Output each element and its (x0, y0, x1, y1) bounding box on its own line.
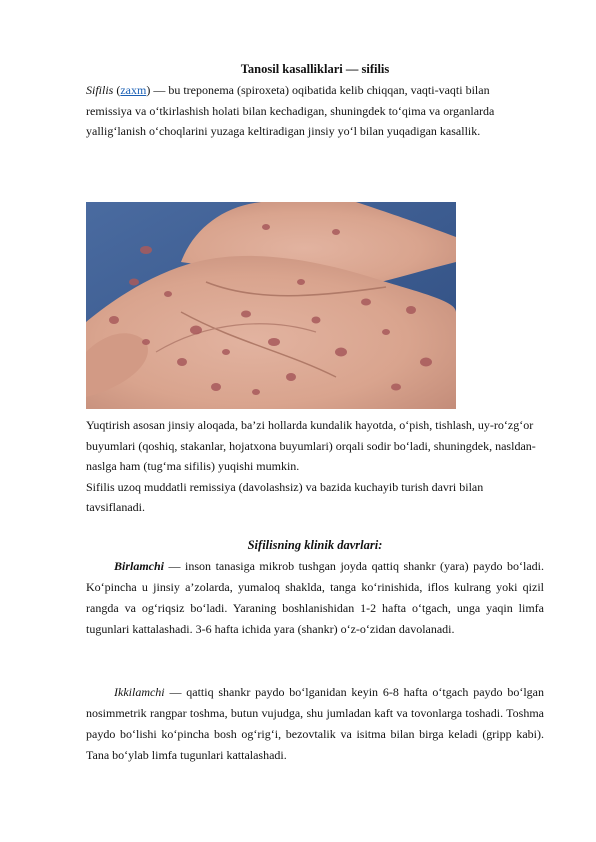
intro-text: ) — bu treponema (spiroxeta) oqibatida kelib chiqqan, vaqti-vaqti bilan remissiya va o‘tkirlashish holati bilan kechadigan, shuningdek to‘qima va organlarda yallig‘lanish o‘choqlarini yuzaga keltiradigan jinsiy yo‘l bilan yuqadigan kasallik. (86, 83, 495, 138)
intro-paragraph (86, 80, 526, 142)
palm-photo-illustration (86, 202, 456, 409)
intro-paren: ( (113, 83, 121, 97)
primary-stage-lead: Birlamchi (114, 559, 165, 573)
intro-term: Sifilis (86, 83, 114, 97)
primary-stage-paragraph (86, 556, 544, 640)
secondary-stage-text: — qattiq shankr paydo bo‘lganidan keyin 6-8 hafta o‘tgach paydo bo‘lgan nosimmetrik rangpar toshma, butun vujudga, shu jumladan kaft va tovonlarga toshadi. Toshma paydo bo‘lishi ko‘pincha bosh og‘rig‘i, bezovtalik va isitma bilan birga keladi (gripp kabi). Tana bo‘ylab limfa tugunlari kattalashadi. (86, 685, 544, 762)
transmission-text: Yuqtirish asosan jinsiy aloqada, ba’zi hollarda kundalik hayotda, o‘pish, tishlash, uy-ro‘zg‘or buyumlari (qoshiq, stakanlar, hojatxona buyumlari) orqali sodir bo‘ladi, shuningdek, nasldan-naslga ham (tug‘ma sifilis) yuqishi mumkin. (86, 418, 536, 473)
stages-heading: Sifilisning klinik davrlari: (247, 538, 383, 552)
primary-stage-text: — inson tanasiga mikrob tushgan joyda qattiq shankr (yara) paydo bo‘ladi. Ko‘pincha u jinsiy a’zolarda, yumaloq shaklda, tanga ko‘rinishida, iflos kulrang yoki qizil rangda va og‘riqsiz bo‘ladi. Yaraning boshlanishidan 1-2 hafta o‘tgach, unga yaqin limfa tugunlari kattalashadi. 3-6 hafta ichida yara (shankr) o‘z-o‘zidan davolanadi. (86, 559, 544, 636)
zaxm-link[interactable]: zaxm (120, 83, 147, 97)
duration-text: Sifilis uzoq muddatli remissiya (davolashsiz) va bazida kuchayib turish davri bilan tavsiflanadi. (86, 479, 484, 514)
transmission-paragraph (86, 415, 544, 518)
secondary-stage-paragraph (86, 682, 544, 766)
secondary-stage-lead: Ikkilamchi (114, 685, 165, 699)
palm-rash-photo (86, 202, 456, 409)
page-title: Tanosil kasalliklari — sifilis (240, 62, 390, 76)
